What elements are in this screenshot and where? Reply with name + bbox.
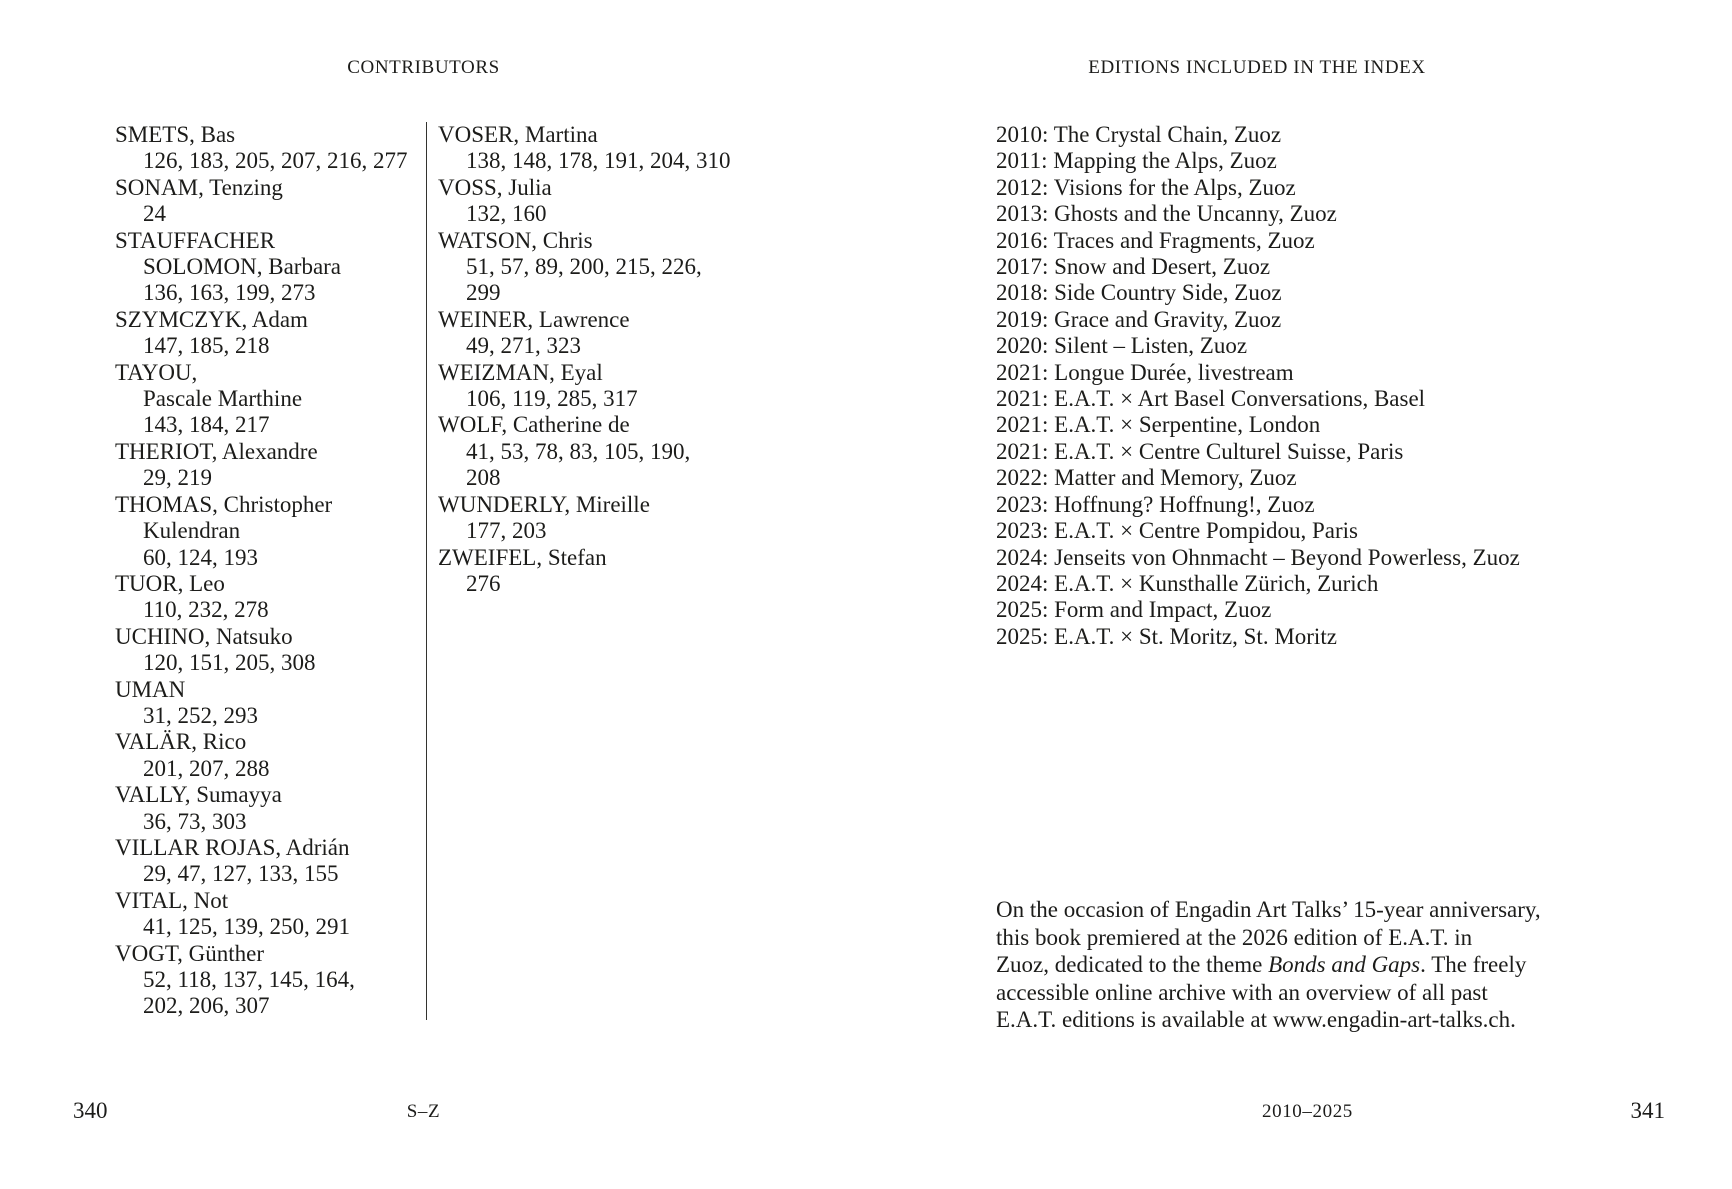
contributor-page-numbers: 208 — [466, 465, 501, 491]
contributor-page-numbers: 299 — [466, 280, 501, 306]
edition-item: 2013: Ghosts and the Uncanny, Zuoz — [996, 201, 1337, 227]
contributor-page-numbers: 147, 185, 218 — [143, 333, 270, 359]
left-running-head: CONTRIBUTORS — [347, 57, 500, 78]
contributor-entry — [438, 492, 738, 545]
contributor-page-numbers: 138, 148, 178, 191, 204, 310 — [466, 148, 731, 174]
contributor-entry — [115, 888, 426, 941]
index-section-label: S–Z — [406, 1101, 441, 1122]
contributor-page-numbers: 177, 203 — [466, 518, 547, 544]
contributor-entry — [115, 782, 426, 835]
contributor-page-numbers: 41, 125, 139, 250, 291 — [143, 914, 350, 940]
contributor-page-numbers: 201, 207, 288 — [143, 755, 270, 781]
contributor-page-numbers: 51, 57, 89, 200, 215, 226, — [466, 254, 702, 280]
edition-item: 2023: E.A.T. × Centre Pompidou, Paris — [996, 518, 1358, 544]
contributor-page-numbers: 126, 183, 205, 207, 216, 277 — [143, 148, 408, 174]
colophon-line — [996, 951, 1541, 979]
contributor-entry — [115, 677, 426, 730]
contributor-name: WEIZMAN, Eyal — [438, 359, 603, 385]
right-page-number: 341 — [1630, 1098, 1665, 1123]
contributor-name: TUOR, Leo — [115, 570, 225, 596]
contributor-name: UMAN — [115, 676, 186, 702]
contributor-entry — [115, 175, 426, 228]
contributor-page-numbers: 29, 47, 127, 133, 155 — [143, 861, 339, 887]
right-page — [866, 0, 1732, 1189]
contributor-page-numbers: 110, 232, 278 — [143, 597, 269, 623]
contributor-entry — [115, 228, 426, 307]
edition-item: 2023: Hoffnung? Hoffnung!, Zuoz — [996, 491, 1315, 517]
edition-item: 2016: Traces and Fragments, Zuoz — [996, 227, 1315, 253]
colophon-text: . The freely — [1420, 952, 1527, 978]
contributor-entry — [115, 122, 426, 175]
colophon-line — [996, 979, 1541, 1007]
contributor-page-numbers: 132, 160 — [466, 201, 547, 227]
edition-item: 2018: Side Country Side, Zuoz — [996, 280, 1282, 306]
contributor-name-continuation: Pascale Marthine — [143, 386, 303, 412]
contributor-name: UCHINO, Natsuko — [115, 623, 293, 649]
edition-item: 2019: Grace and Gravity, Zuoz — [996, 306, 1282, 332]
colophon-text: accessible online archive with an overview of all past — [996, 979, 1488, 1005]
contributor-name-continuation: Kulendran — [143, 518, 241, 544]
colophon-line — [996, 896, 1541, 924]
contributor-name: SMETS, Bas — [115, 122, 236, 147]
contributor-page-numbers: 49, 271, 323 — [466, 333, 581, 359]
contributor-entry — [115, 941, 426, 1020]
contributor-page-numbers: 31, 252, 293 — [143, 702, 258, 728]
contributor-name-continuation: SOLOMON, Barbara — [143, 254, 342, 280]
contributor-entry — [438, 412, 738, 491]
edition-item: 2024: Jenseits von Ohnmacht – Beyond Powerless, Zuoz — [996, 544, 1520, 570]
contributor-entry — [115, 439, 426, 492]
contributor-entry — [115, 571, 426, 624]
contributor-entry — [115, 624, 426, 677]
edition-item: 2012: Visions for the Alps, Zuoz — [996, 174, 1296, 200]
edition-item: 2020: Silent – Listen, Zuoz — [996, 333, 1248, 359]
contributor-name: VOSER, Martina — [438, 122, 598, 147]
contributor-name: VOGT, Günther — [115, 940, 265, 966]
contributor-name: SONAM, Tenzing — [115, 174, 283, 200]
contributor-entry — [115, 729, 426, 782]
edition-item: 2024: E.A.T. × Kunsthalle Zürich, Zurich — [996, 570, 1379, 596]
contributor-entry — [438, 360, 738, 413]
edition-item: 2025: E.A.T. × St. Moritz, St. Moritz — [996, 623, 1337, 649]
contributor-page-numbers: 52, 118, 137, 145, 164, — [143, 967, 355, 992]
colophon-text: E.A.T. editions is available at www.engadin-art-talks.ch. — [996, 1007, 1516, 1033]
contributors-column-first — [115, 122, 426, 1020]
contributor-page-numbers: 36, 73, 303 — [143, 808, 247, 834]
editions-list — [996, 122, 1520, 650]
contributor-page-numbers: 29, 219 — [143, 465, 212, 491]
contributors-column-second — [426, 122, 738, 1020]
contributor-page-numbers: 41, 53, 78, 83, 105, 190, — [466, 438, 691, 464]
contributor-page-numbers: 120, 151, 205, 308 — [143, 650, 316, 676]
contributor-entry — [438, 228, 738, 307]
contributor-page-numbers: 202, 206, 307 — [143, 993, 270, 1019]
contributor-name: THOMAS, Christopher — [115, 491, 333, 517]
edition-item: 2021: E.A.T. × Serpentine, London — [996, 412, 1321, 438]
contributor-name: WEINER, Lawrence — [438, 306, 630, 332]
contributor-entry — [438, 545, 738, 598]
contributor-page-numbers: 60, 124, 193 — [143, 544, 258, 570]
colophon-line — [996, 924, 1541, 952]
contributor-entry — [115, 307, 426, 360]
contributor-name: VALLY, Sumayya — [115, 782, 282, 808]
edition-item: 2022: Matter and Memory, Zuoz — [996, 465, 1297, 491]
contributor-entry — [438, 122, 738, 175]
contributor-name: WATSON, Chris — [438, 227, 593, 253]
contributor-name: VALÄR, Rico — [115, 729, 247, 755]
contributor-entry — [115, 492, 426, 571]
editions-range-label: 2010–2025 — [1262, 1101, 1353, 1122]
left-page-number: 340 — [73, 1098, 108, 1123]
contributor-page-numbers: 136, 163, 199, 273 — [143, 280, 316, 306]
contributor-entry — [438, 307, 738, 360]
edition-item: 2017: Snow and Desert, Zuoz — [996, 254, 1271, 280]
contributor-name: WOLF, Catherine de — [438, 412, 630, 438]
contributor-name: SZYMCZYK, Adam — [115, 306, 308, 332]
edition-item: 2010: The Crystal Chain, Zuoz — [996, 122, 1282, 147]
contributor-name: THERIOT, Alexandre — [115, 438, 318, 464]
contributor-name: STAUFFACHER — [115, 227, 276, 253]
colophon — [996, 896, 1541, 1034]
contributor-entry — [115, 360, 426, 439]
contributor-name: VITAL, Not — [115, 887, 229, 913]
contributor-name: WUNDERLY, Mireille — [438, 491, 650, 517]
colophon-text: On the occasion of Engadin Art Talks’ 15-year anniversary, — [996, 897, 1541, 922]
contributor-name: VOSS, Julia — [438, 174, 552, 200]
contributor-entry — [438, 175, 738, 228]
contributor-page-numbers: 106, 119, 285, 317 — [466, 386, 638, 412]
contributor-page-numbers: 24 — [143, 201, 166, 227]
contributor-name: VILLAR ROJAS, Adrián — [115, 834, 350, 860]
edition-item: 2021: E.A.T. × Art Basel Conversations, Basel — [996, 386, 1426, 412]
right-running-head: EDITIONS INCLUDED IN THE INDEX — [1088, 57, 1426, 78]
colophon-theme-title: Bonds and Gaps — [1268, 952, 1421, 978]
contributors-columns — [115, 122, 738, 1020]
edition-item: 2021: Longue Durée, livestream — [996, 359, 1294, 385]
contributor-page-numbers: 143, 184, 217 — [143, 412, 270, 438]
edition-item: 2025: Form and Impact, Zuoz — [996, 597, 1272, 623]
contributor-page-numbers: 276 — [466, 570, 501, 596]
colophon-text: Zuoz, dedicated to the theme — [996, 952, 1269, 978]
contributor-name: ZWEIFEL, Stefan — [438, 544, 607, 570]
edition-item: 2011: Mapping the Alps, Zuoz — [996, 148, 1277, 174]
colophon-text: this book premiered at the 2026 edition of E.A.T. in — [996, 924, 1473, 950]
contributor-name: TAYOU, — [115, 359, 198, 385]
colophon-line — [996, 1006, 1541, 1034]
contributor-entry — [115, 835, 426, 888]
edition-item: 2021: E.A.T. × Centre Culturel Suisse, Paris — [996, 438, 1404, 464]
